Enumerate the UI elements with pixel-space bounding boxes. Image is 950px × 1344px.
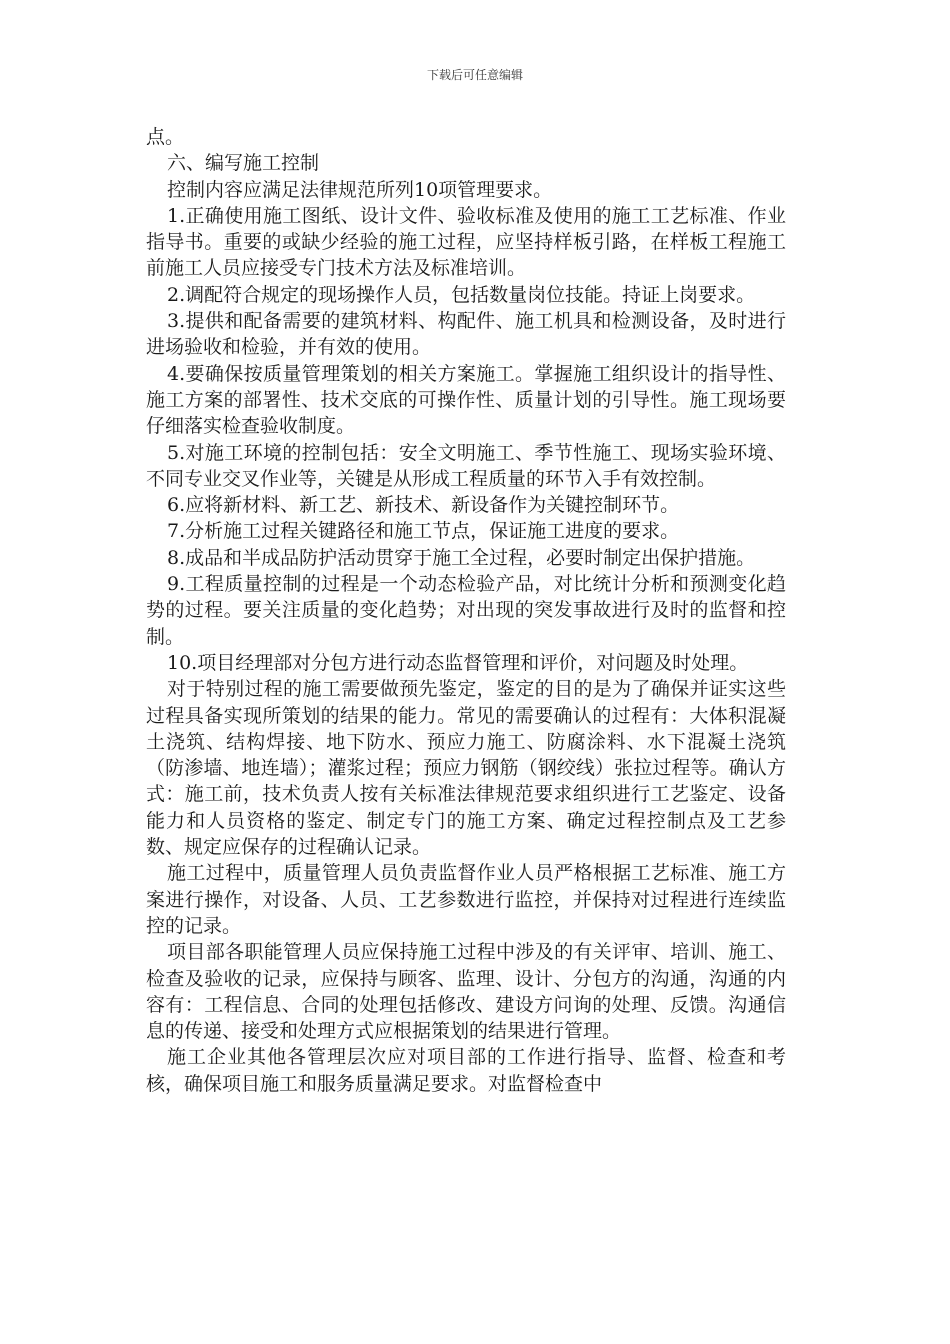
- paragraph: 施工过程中，质量管理人员负责监督作业人员严格根据工艺标准、施工方案进行操作，对设备、人员、工艺参数进行监控，并保持对过程进行连续监控的记录。: [146, 862, 786, 937]
- list-item-7: 7.分析施工过程关键路径和施工节点，保证施工进度的要求。: [167, 520, 680, 543]
- paragraph: 对于特别过程的施工需要做预先鉴定，鉴定的目的是为了确保并证实这些过程具备实现所策划的结果的能力。常见的需要确认的过程有：大体积混凝土浇筑、结构焊接、地下防水、预应力施工、防腐涂料、水下混凝土浇筑（防渗墙、地连墙）；灌浆过程；预应力钢筋（钢绞线）张拉过程等。确认方式：施工前，技术负责人按有关标准法律规范要求组织进行工艺鉴定、设备能力和人员资格的鉴定、制定专门的施工方案、确定过程控制点及工艺参数、规定应保存的过程确认记录。: [146, 678, 786, 859]
- list-item-9: 9.工程质量控制的过程是一个动态检验产品，对比统计分析和预测变化趋势的过程。要关注质量的变化趋势；对出现的突发事故进行及时的监督和控制。: [146, 573, 786, 648]
- list-item-10: 10.项目经理部对分包方进行动态监督管理和评价，对问题及时处理。: [167, 651, 749, 674]
- list-item-5: 5.对施工环境的控制包括：安全文明施工、季节性施工、现场实验环境、不同专业交叉作业等，关键是从形成工程质量的环节入手有效控制。: [146, 441, 786, 490]
- paragraph: 施工企业其他各管理层次应对项目部的工作进行指导、监督、检查和考核，确保项目施工和服务质量满足要求。对监督检查中: [146, 1046, 786, 1095]
- list-item-6: 6.应将新材料、新工艺、新技术、新设备作为关键控制环节。: [167, 494, 680, 517]
- list-item-3: 3.提供和配备需要的建筑材料、构配件、施工机具和检测设备，及时进行进场验收和检验，并有效的使用。: [146, 310, 786, 359]
- list-item-8: 8.成品和半成品防护活动贯穿于施工全过程，必要时制定出保护措施。: [167, 546, 756, 569]
- list-item-2: 2.调配符合规定的现场操作人员，包括数量岗位技能。持证上岗要求。: [167, 283, 756, 306]
- paragraph-continuation: 点。: [146, 126, 185, 148]
- page-header: 下载后可任意编辑: [426, 68, 523, 82]
- document-body: [146, 124, 786, 1097]
- list-item-4: 4.要确保按质量管理策划的相关方案施工。掌握施工组织设计的指导性、施工方案的部署性、技术交底的可操作性、质量计划的引导性。施工现场要仔细落实检查验收制度。: [146, 362, 786, 438]
- paragraph: 控制内容应满足法律规范所列10项管理要求。: [167, 178, 553, 201]
- list-item-1: 1.正确使用施工图纸、设计文件、验收标准及使用的施工工艺标准、作业指导书。重要的或缺少经验的施工过程，应坚持样板引路，在样板工程施工前施工人员应接受专门技术方法及标准培训。: [146, 204, 786, 280]
- paragraph: 项目部各职能管理人员应保持施工过程中涉及的有关评审、培训、施工、检查及验收的记录，应保持与顾客、监理、设计、分包方的沟通，沟通的内容有：工程信息、合同的处理包括修改、建设方问询的处理、反馈。沟通信息的传递、接受和处理方式应根据策划的结果进行管理。: [146, 941, 786, 1043]
- section-heading: 六、编写施工控制: [167, 152, 320, 175]
